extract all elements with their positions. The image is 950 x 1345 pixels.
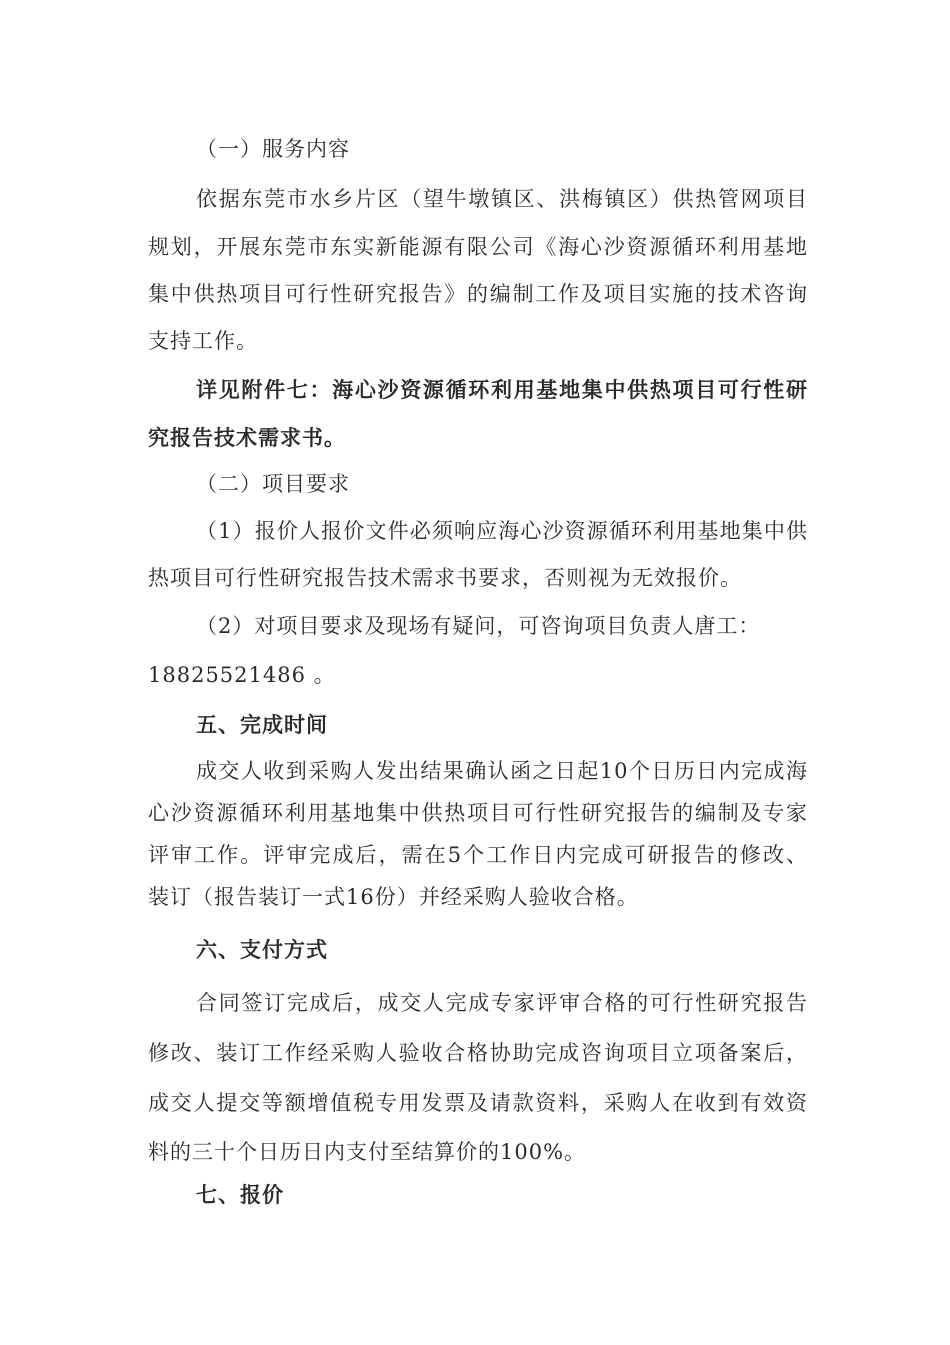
service-content-line: 集中供热项目可行性研究报告》的编制工作及项目实施的技术咨询 (148, 282, 808, 306)
requirement-line: （2）对项目要求及现场有疑问，可咨询项目负责人唐工： (196, 614, 761, 638)
section-six-heading: 六、支付方式 (196, 937, 328, 962)
completion-line: 成交人收到采购人发出结果确认函之日起10个日历日内完成海 (196, 759, 808, 783)
completion-line: 评审工作。评审完成后，需在5个工作日内完成可研报告的修改、 (148, 843, 808, 867)
payment-line: 成交人提交等额增值税专用发票及请款资料，采购人在收到有效资 (148, 1091, 808, 1115)
attachment-note-line: 详见附件七：海心沙资源循环利用基地集中供热项目可行性研 (196, 377, 808, 402)
completion-line: 心沙资源循环利用基地集中供热项目可行性研究报告的编制及专家 (148, 801, 808, 825)
requirement-line: （1）报价人报价文件必须响应海心沙资源循环利用基地集中供 (196, 519, 808, 543)
section-two-heading: （二）项目要求 (196, 472, 350, 496)
section-seven-heading: 七、报价 (196, 1182, 284, 1207)
completion-line: 装订（报告装订一式16份）并经采购人验收合格。 (148, 885, 639, 909)
payment-line: 料的三十个日历日内支付至结算价的100%。 (148, 1140, 587, 1164)
section-one-heading: （一）服务内容 (196, 137, 350, 161)
payment-line: 修改、装订工作经采购人验收合格协助完成咨询项目立项备案后， (148, 1041, 808, 1065)
contact-phone: 18825521486 。 (148, 663, 336, 687)
requirement-line: 热项目可行性研究报告技术需求书要求，否则视为无效报价。 (148, 566, 742, 590)
attachment-note-line: 究报告技术需求书。 (148, 425, 346, 450)
service-content-line: 依据东莞市水乡片区（望牛墩镇区、洪梅镇区）供热管网项目 (196, 187, 808, 211)
section-five-heading: 五、完成时间 (196, 712, 328, 737)
payment-line: 合同签订完成后，成交人完成专家评审合格的可行性研究报告 (196, 991, 808, 1015)
service-content-line: 规划，开展东莞市东实新能源有限公司《海心沙资源循环利用基地 (148, 235, 808, 259)
service-content-line: 支持工作。 (148, 329, 258, 353)
